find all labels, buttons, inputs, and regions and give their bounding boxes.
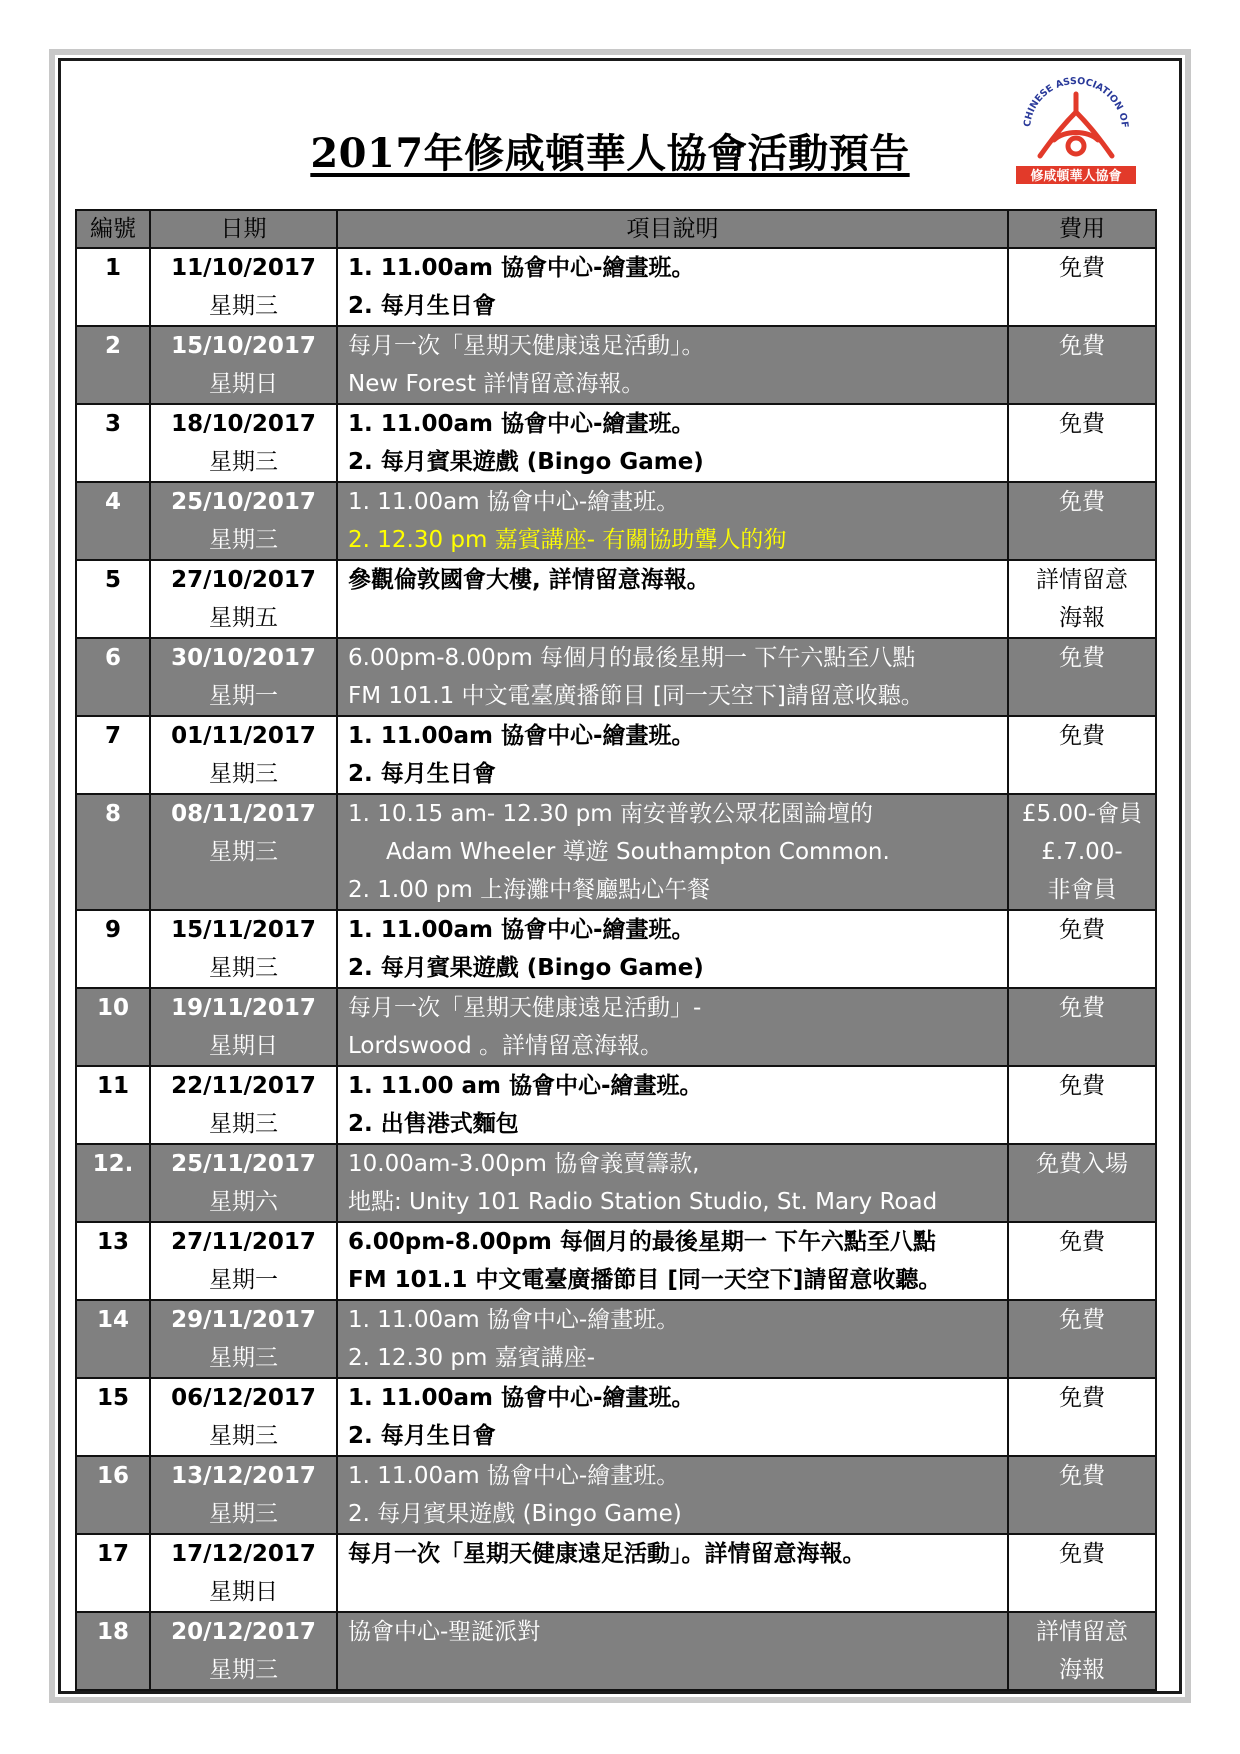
row-fee — [1008, 1456, 1156, 1534]
table-row — [76, 1456, 1156, 1534]
row-weekday: 星期三 — [209, 449, 278, 475]
fee-line: 海報 — [1059, 1657, 1105, 1683]
table-row — [76, 1066, 1156, 1144]
row-date: 08/11/2017 — [171, 801, 316, 827]
description-line: FM 101.1 中文電臺廣播節目 [同一天空下]請留意收聽。 — [348, 1267, 942, 1293]
description-line: 1. 11.00am 協會中心-繪畫班。 — [348, 917, 695, 943]
row-weekday: 星期日 — [209, 371, 278, 397]
fee-line: 免費 — [1059, 917, 1105, 943]
row-weekday: 星期一 — [209, 1267, 278, 1293]
description-line: 地點: Unity 101 Radio Station Studio, St. Mary Road — [348, 1189, 938, 1215]
row-date: 29/11/2017 — [171, 1307, 316, 1333]
row-date: 13/12/2017 — [171, 1463, 316, 1489]
row-weekday: 星期三 — [209, 1501, 278, 1527]
description-line: Lordswood 。詳情留意海報。 — [348, 1033, 663, 1059]
row-number: 7 — [76, 716, 150, 794]
row-date-cell — [150, 638, 337, 716]
row-fee — [1008, 988, 1156, 1066]
row-date-cell — [150, 1300, 337, 1378]
fee-line: 免費 — [1059, 255, 1105, 281]
row-date-cell — [150, 716, 337, 794]
row-description — [337, 1300, 1008, 1378]
header-number: 編號 — [76, 210, 150, 248]
description-line: 1. 11.00 am 協會中心-繪畫班。 — [348, 1073, 703, 1099]
description-line: 2. 每月生日會 — [348, 761, 496, 787]
description-line: 每月一次「星期天健康遠足活動」- — [348, 995, 702, 1021]
row-date: 15/10/2017 — [171, 333, 316, 359]
description-line: 每月一次「星期天健康遠足活動」。 — [348, 333, 705, 359]
row-description — [337, 1612, 1008, 1690]
row-description — [337, 794, 1008, 910]
row-number: 10 — [76, 988, 150, 1066]
row-date-cell — [150, 988, 337, 1066]
fee-line: 非會員 — [1047, 877, 1117, 903]
description-line: 2. 出售港式麵包 — [348, 1111, 519, 1137]
row-number: 9 — [76, 910, 150, 988]
row-date: 18/10/2017 — [171, 411, 316, 437]
row-date-cell — [150, 1222, 337, 1300]
row-number: 8 — [76, 794, 150, 910]
description-line: 1. 11.00am 協會中心-繪畫班。 — [348, 255, 695, 281]
table-row — [76, 1378, 1156, 1456]
row-number: 17 — [76, 1534, 150, 1612]
row-weekday: 星期三 — [209, 1111, 278, 1137]
row-weekday: 星期三 — [209, 293, 278, 319]
row-date-cell — [150, 794, 337, 910]
table-row — [76, 794, 1156, 910]
description-line: 每月一次「星期天健康遠足活動」。詳情留意海報。 — [348, 1541, 866, 1567]
row-description — [337, 1222, 1008, 1300]
row-date-cell — [150, 1378, 337, 1456]
description-line: 1. 10.15 am- 12.30 pm 南安普敦公眾花園論壇的 — [348, 801, 873, 827]
row-number: 13 — [76, 1222, 150, 1300]
row-date: 06/12/2017 — [171, 1385, 316, 1411]
fee-line: 免費 — [1059, 1073, 1105, 1099]
row-number: 16 — [76, 1456, 150, 1534]
fee-line: 免費 — [1059, 333, 1105, 359]
row-date: 22/11/2017 — [171, 1073, 316, 1099]
description-line: 6.00pm-8.00pm 每個月的最後星期一 下午六點至八點 — [348, 645, 916, 671]
row-weekday: 星期五 — [209, 605, 278, 631]
description-line: 1. 11.00am 協會中心-繪畫班。 — [348, 1463, 680, 1489]
description-line: New Forest 詳情留意海報。 — [348, 371, 645, 397]
row-description — [337, 638, 1008, 716]
description-line: FM 101.1 中文電臺廣播節目 [同一天空下]請留意收聽。 — [348, 683, 924, 709]
row-date: 15/11/2017 — [171, 917, 316, 943]
row-date: 20/12/2017 — [171, 1619, 316, 1645]
row-date-cell — [150, 1066, 337, 1144]
description-line: 1. 11.00am 協會中心-繪畫班。 — [348, 723, 695, 749]
fee-line: 免費 — [1059, 1385, 1105, 1411]
row-date-cell — [150, 1534, 337, 1612]
row-date: 19/11/2017 — [171, 995, 316, 1021]
description-line: 1. 11.00am 協會中心-繪畫班。 — [348, 1385, 695, 1411]
description-line: 1. 11.00am 協會中心-繪畫班。 — [348, 489, 680, 515]
table-row — [76, 1144, 1156, 1222]
table-row — [76, 910, 1156, 988]
description-line: 2. 1.00 pm 上海灘中餐廳點心午餐 — [348, 877, 711, 903]
row-date: 25/11/2017 — [171, 1151, 316, 1177]
row-date: 01/11/2017 — [171, 723, 316, 749]
row-description — [337, 1378, 1008, 1456]
row-date: 27/11/2017 — [171, 1229, 316, 1255]
row-weekday: 星期六 — [209, 1189, 278, 1215]
row-description — [337, 988, 1008, 1066]
row-number: 2 — [76, 326, 150, 404]
row-fee — [1008, 1222, 1156, 1300]
row-fee — [1008, 1300, 1156, 1378]
row-description — [337, 910, 1008, 988]
row-fee — [1008, 1378, 1156, 1456]
row-description — [337, 560, 1008, 638]
fee-line: 海報 — [1059, 605, 1105, 631]
table-row — [76, 326, 1156, 404]
svg-text:修咸頓華人協會: 修咸頓華人協會 — [1030, 169, 1122, 184]
table-row — [76, 1300, 1156, 1378]
description-line: 1. 11.00am 協會中心-繪畫班。 — [348, 1307, 680, 1333]
description-line: 1. 11.00am 協會中心-繪畫班。 — [348, 411, 695, 437]
row-weekday: 星期一 — [209, 683, 278, 709]
association-logo — [1016, 72, 1136, 184]
fee-line: 免費 — [1059, 723, 1105, 749]
fee-line: £5.00-會員 — [1021, 801, 1143, 827]
row-weekday: 星期三 — [209, 1345, 278, 1371]
row-weekday: 星期三 — [209, 1657, 278, 1683]
description-line: 2. 每月生日會 — [348, 293, 496, 319]
row-date-cell — [150, 248, 337, 326]
table-row — [76, 988, 1156, 1066]
row-description — [337, 1456, 1008, 1534]
row-weekday: 星期日 — [209, 1033, 278, 1059]
row-number: 14 — [76, 1300, 150, 1378]
row-weekday: 星期三 — [209, 527, 278, 553]
table-row — [76, 638, 1156, 716]
row-fee — [1008, 482, 1156, 560]
row-number: 6 — [76, 638, 150, 716]
table-row — [76, 1612, 1156, 1690]
fee-line: 免費 — [1059, 1541, 1105, 1567]
row-description — [337, 1534, 1008, 1612]
table-row — [76, 716, 1156, 794]
row-fee — [1008, 638, 1156, 716]
row-description — [337, 404, 1008, 482]
header-fee: 費用 — [1008, 210, 1156, 248]
description-line: 2. 每月賓果遊戲 (Bingo Game) — [348, 955, 704, 981]
fee-line: 詳情留意 — [1036, 1619, 1128, 1645]
fee-line: 詳情留意 — [1036, 567, 1128, 593]
row-fee — [1008, 1066, 1156, 1144]
row-description — [337, 1144, 1008, 1222]
table-row — [76, 1534, 1156, 1612]
row-number: 12. — [76, 1144, 150, 1222]
fee-line: 免費 — [1059, 645, 1105, 671]
row-date: 11/10/2017 — [171, 255, 316, 281]
row-fee — [1008, 560, 1156, 638]
row-description — [337, 248, 1008, 326]
table-row — [76, 404, 1156, 482]
row-date-cell — [150, 1456, 337, 1534]
table-row — [76, 248, 1156, 326]
row-date-cell — [150, 1612, 337, 1690]
row-date-cell — [150, 560, 337, 638]
row-date-cell — [150, 326, 337, 404]
row-number: 5 — [76, 560, 150, 638]
row-weekday: 星期三 — [209, 839, 278, 865]
row-description — [337, 1066, 1008, 1144]
row-weekday: 星期三 — [209, 955, 278, 981]
row-date: 17/12/2017 — [171, 1541, 316, 1567]
row-fee — [1008, 326, 1156, 404]
row-number: 1 — [76, 248, 150, 326]
fee-line: £.7.00- — [1041, 839, 1123, 865]
description-line: 2. 12.30 pm 嘉賓講座- 有關協助聾人的狗 — [348, 527, 787, 553]
description-line: Adam Wheeler 導遊 Southampton Common. — [386, 839, 890, 865]
header-date: 日期 — [150, 210, 337, 248]
row-date-cell — [150, 1144, 337, 1222]
description-line: 10.00am-3.00pm 協會義賣籌款, — [348, 1151, 700, 1177]
fee-line: 免費 — [1059, 995, 1105, 1021]
row-date-cell — [150, 482, 337, 560]
row-number: 11 — [76, 1066, 150, 1144]
row-fee — [1008, 404, 1156, 482]
page-title: 2017年修咸頓華人協會活動預告 — [310, 130, 910, 177]
description-line: 2. 每月賓果遊戲 (Bingo Game) — [348, 1501, 682, 1527]
fee-line: 免費 — [1059, 411, 1105, 437]
row-fee — [1008, 716, 1156, 794]
schedule-table — [75, 209, 1157, 1691]
row-date-cell — [150, 910, 337, 988]
row-fee — [1008, 1534, 1156, 1612]
fee-line: 免費入場 — [1036, 1151, 1128, 1177]
row-weekday: 星期三 — [209, 761, 278, 787]
header-description: 項目說明 — [337, 210, 1008, 248]
svg-text:CHINESE ASSOCIATION OF SOUTHAM: CHINESE ASSOCIATION OF — [1022, 75, 1131, 129]
row-number: 15 — [76, 1378, 150, 1456]
table-row — [76, 482, 1156, 560]
row-fee — [1008, 910, 1156, 988]
row-date: 30/10/2017 — [171, 645, 316, 671]
row-weekday: 星期三 — [209, 1423, 278, 1449]
description-line: 2. 每月生日會 — [348, 1423, 496, 1449]
row-fee — [1008, 1612, 1156, 1690]
row-description — [337, 326, 1008, 404]
row-weekday: 星期日 — [209, 1579, 278, 1605]
row-fee — [1008, 794, 1156, 910]
row-number: 3 — [76, 404, 150, 482]
row-description — [337, 716, 1008, 794]
table-row — [76, 1222, 1156, 1300]
description-line: 2. 每月賓果遊戲 (Bingo Game) — [348, 449, 704, 475]
fee-line: 免費 — [1059, 1229, 1105, 1255]
description-line: 協會中心-聖誕派對 — [348, 1619, 541, 1645]
table-row — [76, 560, 1156, 638]
row-date: 27/10/2017 — [171, 567, 316, 593]
description-line: 參觀倫敦國會大樓, 詳情留意海報。 — [348, 567, 710, 593]
description-line: 2. 12.30 pm 嘉賓講座- — [348, 1345, 596, 1371]
table-header-row — [76, 210, 1156, 248]
row-fee — [1008, 248, 1156, 326]
fee-line: 免費 — [1059, 489, 1105, 515]
row-date-cell — [150, 404, 337, 482]
row-description — [337, 482, 1008, 560]
row-fee — [1008, 1144, 1156, 1222]
row-date: 25/10/2017 — [171, 489, 316, 515]
row-number: 18 — [76, 1612, 150, 1690]
fee-line: 免費 — [1059, 1463, 1105, 1489]
description-line: 6.00pm-8.00pm 每個月的最後星期一 下午六點至八點 — [348, 1229, 936, 1255]
fee-line: 免費 — [1059, 1307, 1105, 1333]
row-number: 4 — [76, 482, 150, 560]
